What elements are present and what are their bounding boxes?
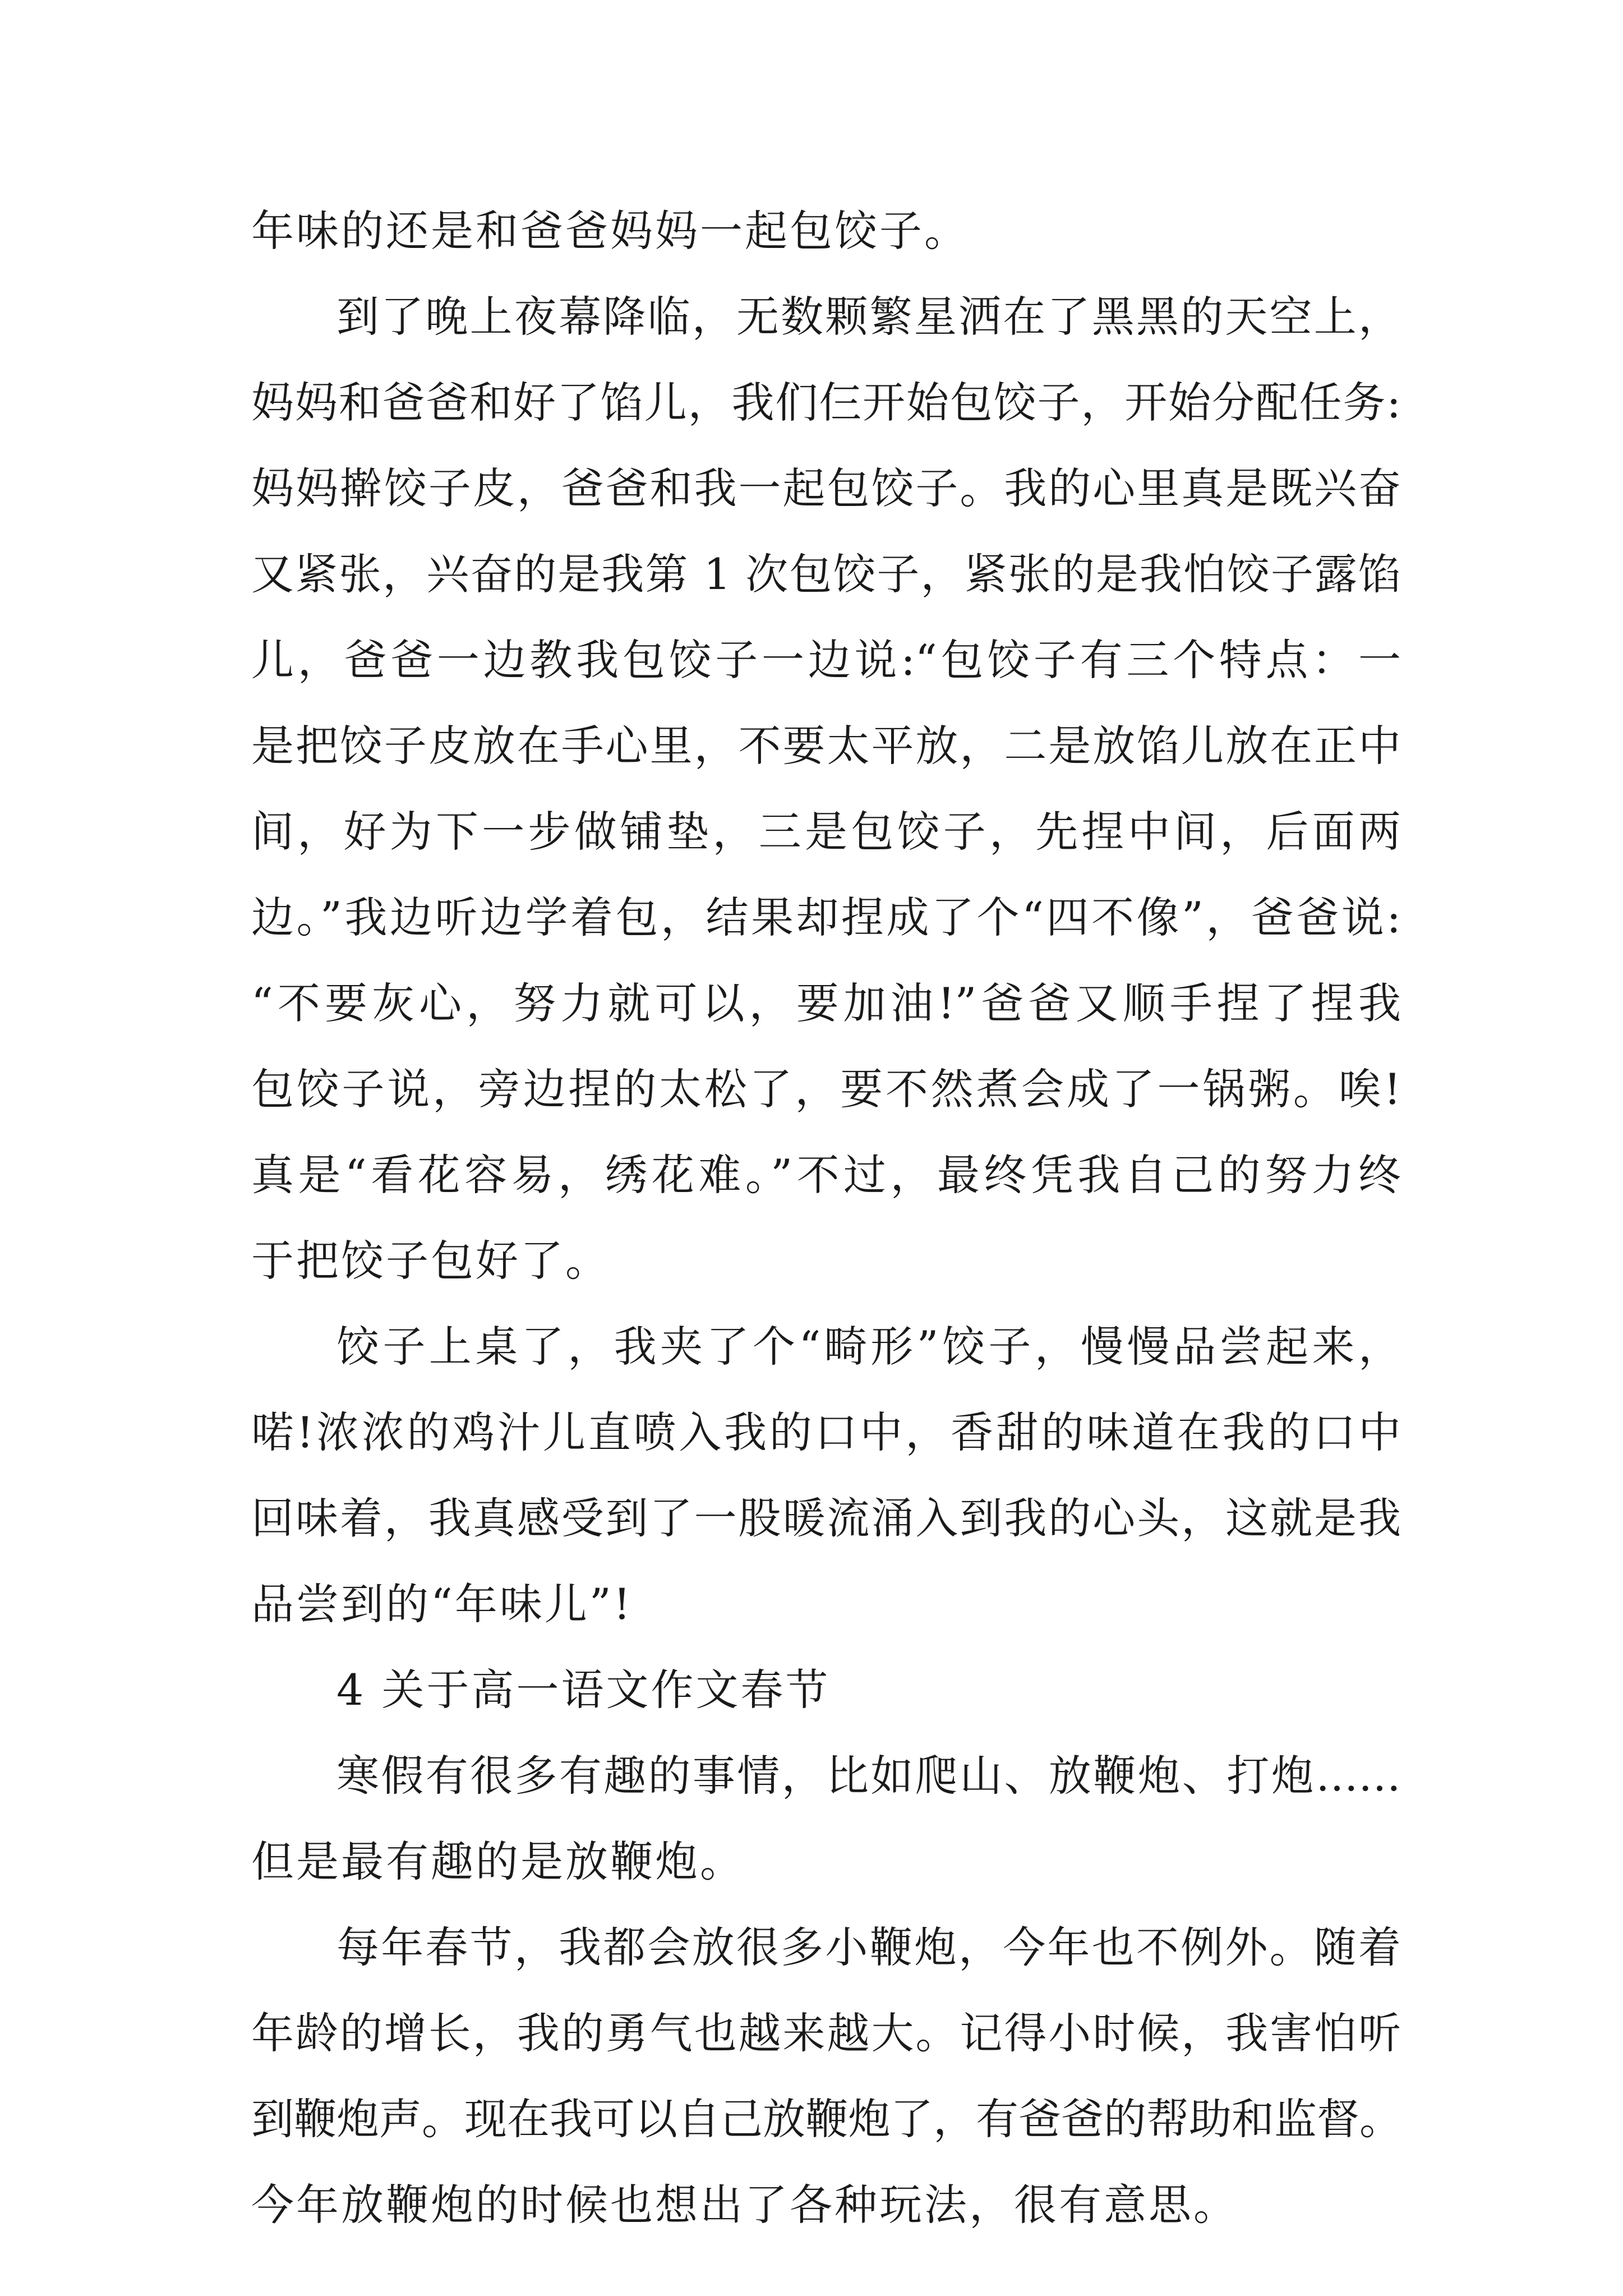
text-line: 到鞭炮声。现在我可以自己放鞭炮了，有爸爸的帮助和监督。 bbox=[251, 2094, 1402, 2144]
text-line: 边。”我边听边学着包，结果却捏成了个“四不像”，爸爸说: bbox=[251, 892, 1401, 942]
text-line: “不要灰心，努力就可以，要加油!”爸爸又顺手捏了捏我 bbox=[251, 978, 1401, 1028]
text-line: 今年放鞭炮的时候也想出了各种玩法，很有意思。 bbox=[251, 2180, 1238, 2230]
text-line: 包饺子说，旁边捏的太松了，要不然煮会成了一锅粥。唉! bbox=[251, 1064, 1401, 1114]
paragraph-first-line: 寒假有很多有趣的事情，比如爬山、放鞭炮、打炮…… bbox=[336, 1751, 1401, 1801]
text-line: 又紧张，兴奋的是我第 1 次包饺子，紧张的是我怕饺子露馅 bbox=[251, 549, 1401, 599]
paragraph-first-line: 饺子上桌了，我夹了个“畸形”饺子，慢慢品尝起来， bbox=[336, 1322, 1401, 1372]
text-line: 但是最有趣的是放鞭炮。 bbox=[251, 1837, 745, 1887]
section-heading: 4 关于高一语文作文春节 bbox=[336, 1665, 831, 1715]
text-line: 年龄的增长，我的勇气也越来越大。记得小时候，我害怕听 bbox=[251, 2008, 1401, 2058]
text-line: 妈妈擀饺子皮，爸爸和我一起包饺子。我的心里真是既兴奋 bbox=[251, 463, 1401, 513]
paragraph-first-line: 每年春节，我都会放很多小鞭炮，今年也不例外。随着 bbox=[336, 1922, 1401, 1972]
text-line: 儿，爸爸一边教我包饺子一边说:“包饺子有三个特点：一 bbox=[251, 635, 1401, 685]
text-line: 回味着，我真感受到了一股暖流涌入到我的心头，这就是我 bbox=[251, 1493, 1401, 1543]
text-line: 真是“看花容易，绣花难。”不过，最终凭我自己的努力终 bbox=[251, 1150, 1401, 1200]
text-line: 品尝到的“年味儿”! bbox=[251, 1579, 633, 1629]
text-line: 于把饺子包好了。 bbox=[251, 1236, 610, 1286]
text-line: 间，好为下一步做铺垫，三是包饺子，先捏中间，后面两 bbox=[251, 807, 1401, 857]
paragraph-first-line: 到了晚上夜幕降临，无数颗繁星洒在了黑黑的天空上， bbox=[336, 292, 1401, 342]
text-line: 喏!浓浓的鸡汁儿直喷入我的口中，香甜的味道在我的口中 bbox=[251, 1407, 1401, 1457]
text-line: 妈妈和爸爸和好了馅儿，我们仨开始包饺子，开始分配任务: bbox=[251, 378, 1401, 427]
text-line: 是把饺子皮放在手心里，不要太平放，二是放馅儿放在正中 bbox=[251, 721, 1401, 771]
text-line: 年味的还是和爸爸妈妈一起包饺子。 bbox=[251, 206, 969, 256]
